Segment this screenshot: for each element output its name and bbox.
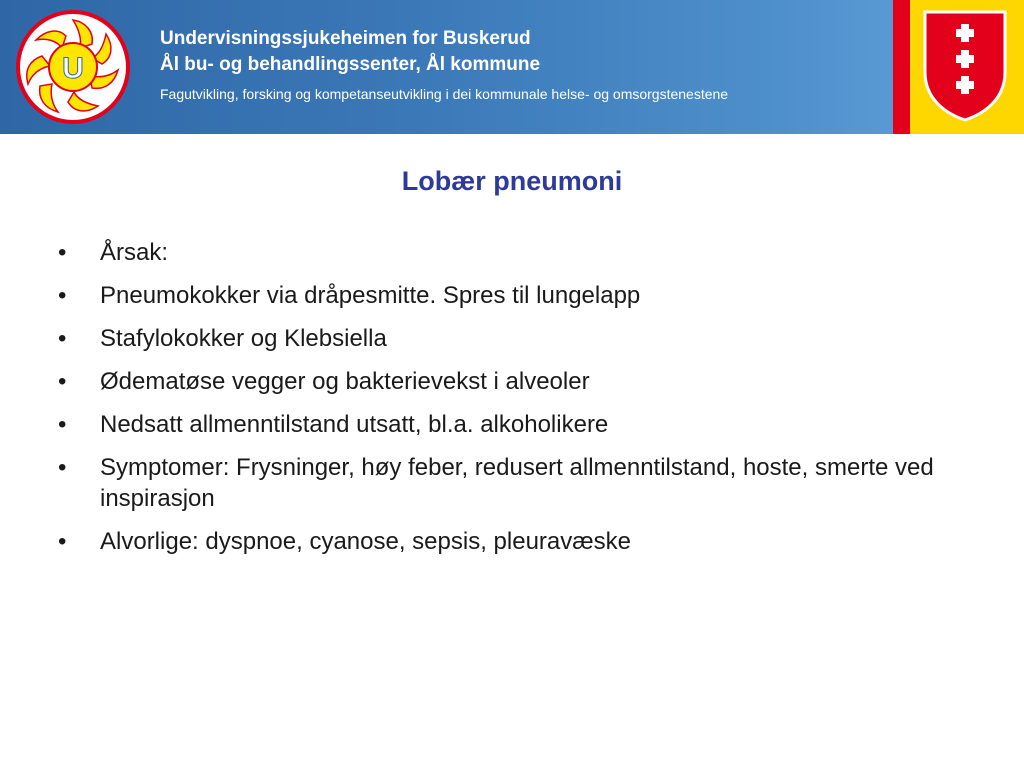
bullet-dot: • [58,325,67,352]
bullet-dot: • [58,528,67,555]
bullet-text: Symptomer: Frysninger, høy feber, redusert allmenntilstand, hoste, smerte ved inspirasjon [100,454,934,512]
slide-title: Lobær pneumoni [401,166,623,196]
bullet-dot: • [58,411,67,438]
bullet-text: Årsak: [100,239,169,266]
bullet-item [58,323,978,354]
institution-tagline: Fagutvikling, forsking og kompetanseutvikling i dei kommunale helse- og omsorgstenestene [160,86,729,102]
sun-u-logo-icon [14,8,132,126]
institution-subtitle: Ål bu- og behandlingssenter, Ål kommune [160,54,541,75]
bullet-item [58,366,978,397]
institution-name: Undervisningssjukeheimen for Buskerud [160,28,531,49]
coat-of-arms-icon [923,10,1007,122]
bullet-dot: • [58,282,67,309]
bullet-text: Nedsatt allmenntilstand utsatt, bl.a. alkoholikere [100,411,609,438]
coat-of-arms-red-bar [893,0,910,134]
bullet-item [58,237,978,268]
bullet-text: Ødematøse vegger og bakterievekst i alveoler [100,368,590,395]
bullet-text: Stafylokokker og Klebsiella [100,325,387,352]
bullet-item [58,452,978,514]
bullet-item [58,409,978,440]
bullet-item [58,280,978,311]
header-banner [0,0,1024,134]
bullet-dot: • [58,239,67,266]
bullet-dot: • [58,454,67,481]
bullet-text: Pneumokokker via dråpesmitte. Spres til lungelapp [100,282,641,309]
bullet-item [58,526,978,557]
bullet-text: Alvorlige: dyspnoe, cyanose, sepsis, pleuravæske [100,528,631,555]
header-text [160,26,728,104]
bullet-dot: • [58,368,67,395]
bullet-list [58,237,978,569]
logo-letter: U [62,52,84,85]
